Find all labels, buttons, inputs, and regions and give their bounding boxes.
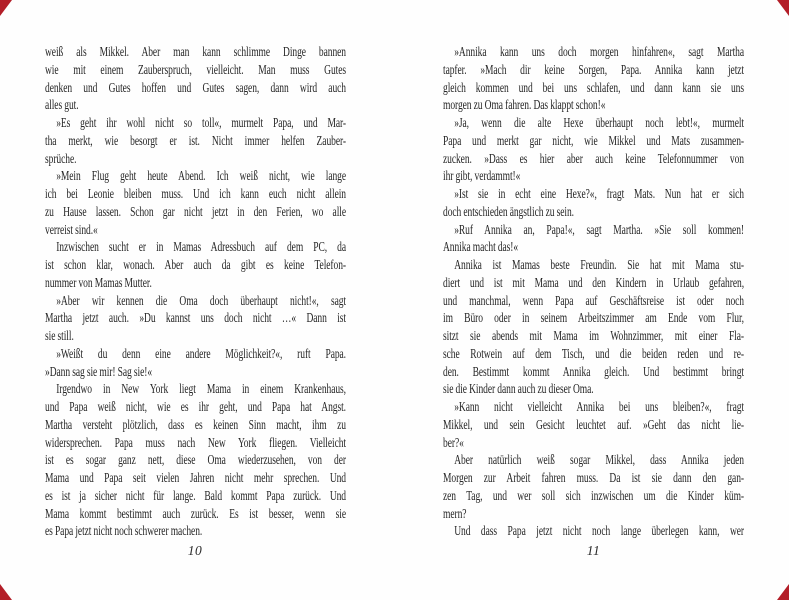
text-line: wie mit einem Zauberspruch, vielleicht. Man muss Gutes bbox=[45, 61, 346, 77]
text-line: tha merkt, wie besorgt er ist. Nicht immer helfen Zauber- bbox=[45, 132, 346, 148]
text-line: sie still. bbox=[45, 328, 74, 343]
text-line: im Büro oder in seinem Arbeitszimmer am Ende vom Flur, bbox=[443, 310, 744, 326]
text-line: gleich kommen und bei uns schlafen, und dann kann sie uns bbox=[443, 79, 744, 95]
text-line: Irgendwo in New York liegt Mama in einem Krankenhaus, bbox=[56, 381, 346, 397]
text-line: Aber natürlich weiß sogar Mikkel, dass Annika jeden bbox=[454, 452, 744, 468]
text-line: Annika ist Mamas beste Freundin. Sie hat mit Mama stu- bbox=[454, 257, 744, 272]
text-line: zucken. »Dass es hier aber auch keine Telefonnummer von bbox=[443, 150, 744, 166]
text-line: Mikkel, und sein Gesicht leuchtet auf. »Geht das nicht lie- bbox=[443, 416, 744, 432]
text-line: »Mein Flug geht heute Abend. Ich weiß nicht, wie lange bbox=[56, 168, 346, 184]
page-right-text-column bbox=[443, 43, 744, 540]
text-line: sche Rotwein auf dem Tisch, und die beiden reden und re- bbox=[443, 345, 744, 361]
text-line: ich bei Leonie bleiben muss. Und ich kann euch nicht allein bbox=[45, 186, 346, 201]
text-line: den. Bestimmt kommt Annika gleich. Und bestimmt bringt bbox=[443, 363, 744, 379]
page-turn-corner-top-right-icon[interactable] bbox=[777, 0, 789, 16]
text-line: Annika macht das!« bbox=[443, 239, 519, 255]
text-line: morgen zu Oma fahren. Das klappt schon!« bbox=[443, 97, 606, 113]
text-line: Martha versteht plötzlich, dass es keinen Sinn macht, ihm zu bbox=[45, 416, 346, 432]
text-line: nummer von Mamas Mutter. bbox=[45, 274, 152, 290]
text-line: »Aber wir kennen die Oma doch überhaupt nicht!«, sagt bbox=[56, 292, 346, 308]
page-number-right: 11 bbox=[586, 543, 601, 558]
text-line: tapfer. »Mach dir keine Sorgen, Papa. Annika kann jetzt bbox=[443, 61, 744, 77]
page-turn-corner-top-left-icon[interactable] bbox=[0, 0, 12, 16]
text-line: »Ruf Annika an, Papa!«, sagt Martha. »Sie soll kommen! bbox=[454, 221, 744, 237]
text-line: »Weißt du denn eine andere Möglichkeit?«, ruft Papa. bbox=[56, 345, 346, 361]
text-line: zen Tag, und wer soll sich inzwischen um die Kinder küm- bbox=[443, 487, 744, 503]
text-line: verreist sind.« bbox=[45, 221, 98, 237]
text-line: und manchmal, wenn Papa auf Geschäftsreise ist oder noch bbox=[443, 292, 744, 308]
page-left-text-column bbox=[45, 43, 346, 540]
text-line: sitzt sie abends mit Mama im Wohnzimmer, mit einer Fla- bbox=[443, 328, 744, 343]
text-line: weiß als Mikkel. Aber man kann schlimme Dinge bannen bbox=[45, 44, 346, 59]
text-line: Und dass Papa jetzt nicht noch lange überlegen kann, wer bbox=[454, 523, 744, 539]
text-line: Papa und merkt gar nicht, wie Mikkel und Mats zusammen- bbox=[443, 132, 744, 148]
text-line: zu Hause lassen. Schon gar nicht jetzt in den Ferien, wo alle bbox=[45, 203, 346, 219]
text-line: Mama kommt bestimmt auch zurück. Es ist besser, wenn sie bbox=[45, 505, 346, 521]
text-line: es ist ja sicher nicht für lange. Bald kommt Papa zurück. Und bbox=[45, 487, 346, 503]
text-line: ber?« bbox=[443, 434, 464, 450]
page-turn-corner-bottom-right-icon[interactable] bbox=[777, 584, 789, 600]
text-line: doch entschieden ängstlich zu sein. bbox=[443, 203, 574, 219]
text-line: denken und Gutes hoffen und Gutes sagen, dann wird auch bbox=[45, 79, 346, 95]
text-line: Morgen zur Arbeit fahren muss. Da ist sie dann den gan- bbox=[443, 470, 744, 485]
text-line: »Annika kann uns doch morgen hinfahren«, sagt Martha bbox=[454, 44, 744, 59]
text-line: »Kann nicht vielleicht Annika bei uns bleiben?«, fragt bbox=[454, 399, 744, 414]
text-line: sprüche. bbox=[45, 150, 77, 166]
text-line: »Ist sie in echt eine Hexe?«, fragt Mats. Nun hat er sich bbox=[454, 186, 744, 201]
page-number-left: 10 bbox=[187, 543, 203, 558]
text-line: mern? bbox=[443, 505, 467, 521]
text-line: ihr gibt, verdammt!« bbox=[443, 168, 521, 184]
text-line: und Papa weiß nicht, wie es ihr geht, und Papa hat Angst. bbox=[45, 399, 346, 414]
text-line: »Es geht ihr wohl nicht so toll«, murmelt Papa, und Mar- bbox=[56, 115, 346, 130]
text-line: »Dann sag sie mir! Sag sie!« bbox=[45, 363, 153, 379]
text-line: es Papa jetzt nicht noch schwerer machen. bbox=[45, 523, 203, 539]
text-line: Mama und Papa seit vielen Jahren nicht mehr sprechen. Und bbox=[45, 470, 346, 485]
text-line: »Ja, wenn die alte Hexe überhaupt noch lebt!«, murmelt bbox=[454, 115, 744, 130]
text-line: ist es sogar ganz nett, diese Oma wiederzusehen, von der bbox=[45, 452, 346, 468]
text-line: widersprechen. Papa muss nach New York fliegen. Vielleicht bbox=[45, 434, 346, 450]
page-turn-corner-bottom-left-icon[interactable] bbox=[0, 584, 12, 600]
text-line: diert und ist mit Mama und den Kindern in Urlaub gefahren, bbox=[443, 274, 744, 290]
text-line: alles gut. bbox=[45, 97, 79, 113]
text-line: Inzwischen sucht er in Mamas Adressbuch auf dem PC, da bbox=[56, 239, 346, 255]
text-line: ist schon klar, wonach. Aber auch da gibt es keine Telefon- bbox=[45, 257, 346, 272]
text-line: Martha jetzt auch. »Du kannst uns doch nicht …« Dann ist bbox=[45, 310, 346, 326]
text-line: sie die Kinder dann auch zu dieser Oma. bbox=[443, 381, 594, 397]
